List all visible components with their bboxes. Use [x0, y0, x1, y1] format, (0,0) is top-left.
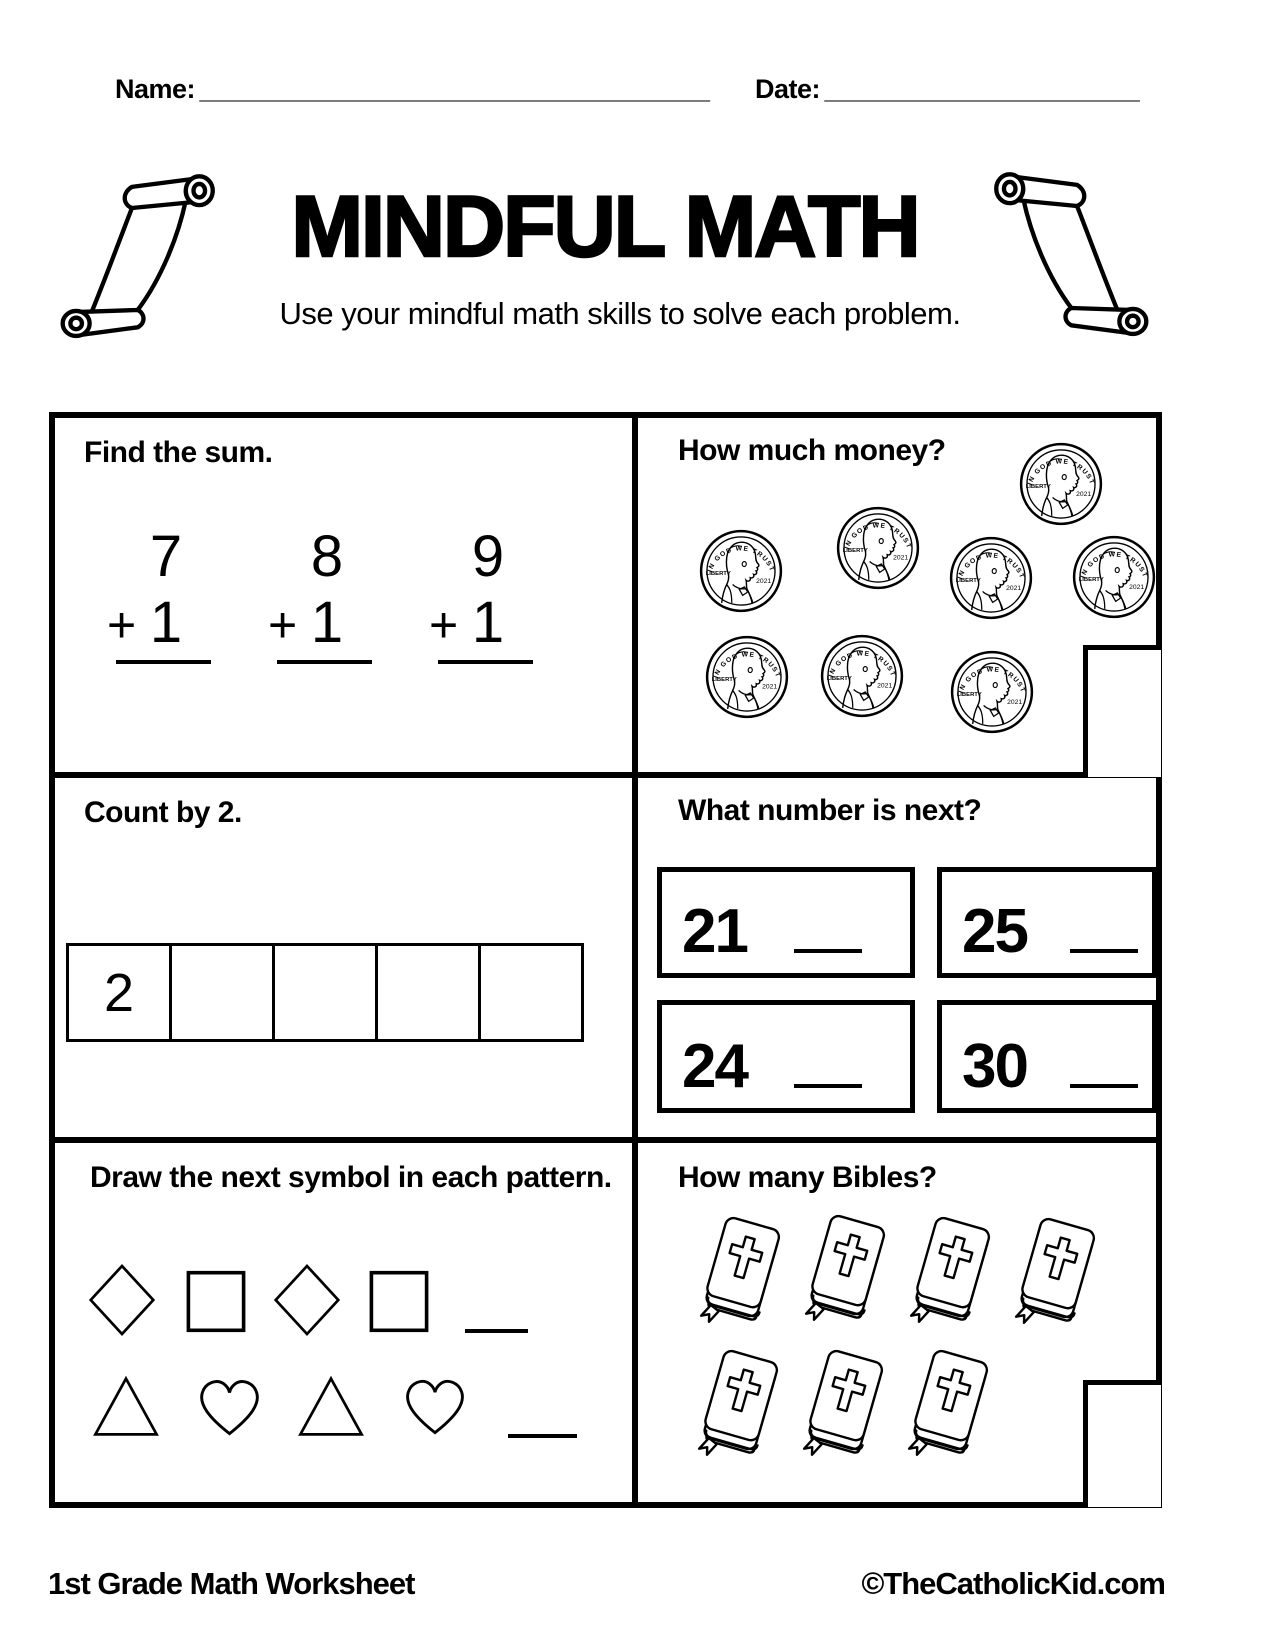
- page-title: MINDFUL MATH: [291, 179, 919, 275]
- count-cell-empty[interactable]: [375, 946, 478, 1039]
- answer-blank[interactable]: [794, 1084, 862, 1088]
- diamond-icon: [273, 1263, 341, 1337]
- heart-icon: [192, 1372, 267, 1438]
- bible-icon: [1011, 1214, 1103, 1328]
- footer-worksheet-label: 1st Grade Math Worksheet: [48, 1566, 415, 1601]
- answer-line[interactable]: [438, 660, 533, 664]
- penny-coin-icon: [705, 635, 789, 719]
- penny-coin-icon: [1072, 535, 1156, 619]
- plus-sign: +: [107, 597, 137, 653]
- section-title: Draw the next symbol in each pattern.: [90, 1161, 612, 1194]
- answer-blank[interactable]: [1070, 1084, 1138, 1088]
- date-label: Date:: [755, 74, 821, 104]
- diamond-icon: [88, 1263, 156, 1337]
- triangle-icon: [92, 1375, 160, 1438]
- count-cell-empty[interactable]: [272, 946, 375, 1039]
- next-number-card: [657, 1000, 915, 1113]
- answer-line[interactable]: [277, 660, 372, 664]
- section-title: Count by 2.: [84, 796, 242, 829]
- name-label: Name:: [115, 74, 196, 104]
- date-field: [755, 74, 1140, 105]
- penny-coin-icon: [950, 650, 1034, 734]
- section-title: How many Bibles?: [678, 1161, 937, 1194]
- heart-icon: [398, 1372, 472, 1437]
- addend-top: 7: [149, 524, 183, 589]
- addend-top: 9: [471, 524, 505, 589]
- section-count-by-2: [55, 778, 632, 1137]
- footer-copyright: ©TheCatholicKid.com: [861, 1566, 1165, 1601]
- section-pattern: [55, 1143, 632, 1502]
- number-value: 24: [682, 1032, 747, 1101]
- penny-coin-icon: [949, 536, 1033, 620]
- name-line[interactable]: __________________________________: [199, 74, 711, 104]
- addition-problem: [101, 514, 231, 664]
- next-number-card: [657, 867, 915, 978]
- section-title: Find the sum.: [84, 436, 273, 469]
- section-title: What number is next?: [678, 794, 982, 827]
- bible-icon: [906, 1213, 998, 1327]
- square-icon: [186, 1270, 246, 1333]
- section-money: [638, 418, 1156, 772]
- plus-sign: +: [268, 597, 298, 653]
- addend-bottom: + 1: [107, 590, 183, 655]
- answer-line[interactable]: [116, 660, 211, 664]
- section-find-sum: [55, 418, 632, 772]
- bible-icon: [696, 1213, 788, 1327]
- addend-bottom: + 1: [429, 590, 505, 655]
- plus-sign: +: [429, 597, 459, 653]
- section-bibles: [638, 1143, 1156, 1502]
- pattern-answer-blank[interactable]: [465, 1293, 528, 1333]
- bibles-answer-box[interactable]: [1083, 1380, 1161, 1507]
- number-value: 21: [682, 897, 747, 966]
- bible-icon: [694, 1346, 786, 1460]
- bible-icon: [801, 1211, 893, 1325]
- name-field: [115, 74, 710, 105]
- addend-bottom: + 1: [268, 590, 344, 655]
- number-value: 25: [962, 897, 1027, 966]
- date-line[interactable]: _____________________: [824, 74, 1140, 104]
- section-title: How much money?: [678, 434, 946, 467]
- pattern-answer-blank[interactable]: [508, 1398, 577, 1438]
- bible-icon: [799, 1346, 891, 1460]
- answer-blank[interactable]: [1070, 949, 1138, 953]
- answer-blank[interactable]: [794, 949, 862, 953]
- money-answer-box[interactable]: [1083, 645, 1161, 777]
- page-subtitle: Use your mindful math skills to solve each problem.: [279, 296, 961, 331]
- penny-coin-icon: [820, 634, 904, 718]
- square-icon: [369, 1270, 429, 1333]
- next-number-card: [937, 867, 1157, 978]
- addition-problem: [423, 514, 553, 664]
- count-strip: [66, 943, 584, 1042]
- addend-top: 8: [310, 524, 344, 589]
- addition-problem: [262, 514, 392, 664]
- count-cell-filled: 2: [103, 962, 135, 1023]
- penny-coin-icon: [1019, 442, 1103, 526]
- count-cell-empty[interactable]: [169, 946, 272, 1039]
- next-number-card: [937, 1000, 1157, 1113]
- penny-coin-icon: [836, 506, 920, 590]
- triangle-icon: [297, 1375, 365, 1438]
- count-cell-empty[interactable]: [478, 946, 581, 1039]
- problem-grid: [49, 412, 1162, 1508]
- number-value: 30: [962, 1032, 1027, 1101]
- penny-coin-icon: [699, 529, 783, 613]
- section-next-number: [638, 778, 1156, 1137]
- bible-icon: [904, 1346, 996, 1460]
